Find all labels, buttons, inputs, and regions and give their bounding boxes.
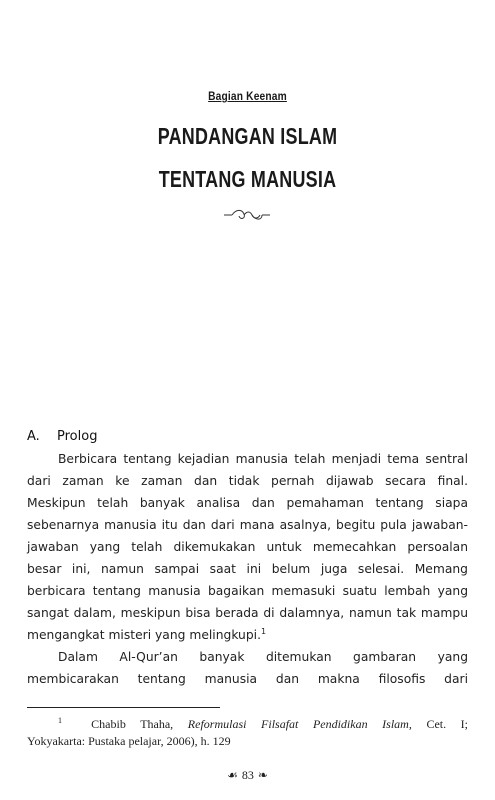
page-number: 83 — [241, 768, 254, 782]
footnote-reference[interactable]: 1 — [260, 626, 267, 636]
part-label: Bagian Keenam — [208, 89, 287, 103]
footnote-author: Chabib Thaha, — [91, 717, 174, 731]
section-title: Prolog — [57, 429, 98, 444]
section-number: A. — [27, 429, 40, 444]
paragraph-line: berbicara tentang manusia bagaikan memasuki suatu lembah yang — [27, 584, 468, 598]
chapter-title-line-1: PANDANGAN ISLAM — [157, 123, 338, 149]
footnote-title: Reformulasi Filsafat Pendidikan Islam, — [187, 717, 412, 731]
paragraph-line: Berbicara tentang kejadian manusia telah menjadi tema sentral — [58, 452, 468, 466]
paragraph-line: sangat dalam, meskipun bisa berada di dalamnya, namun tak mampu — [27, 606, 468, 620]
paragraph-line: jawaban yang telah dikemukakan untuk memecahkan persoalan — [27, 540, 468, 554]
paragraph-line: Dalam Al-Qur’an banyak ditemukan gambaran yang — [58, 650, 468, 664]
footnote-line-2: Yokyakarta: Pustaka pelajar, 2006), h. 129 — [27, 734, 231, 748]
section-heading — [27, 429, 97, 444]
decorative-divider-icon — [0, 206, 495, 224]
paragraph-line: Meskipun telah banyak analisa dan pemahaman tentang siapa — [27, 496, 468, 510]
footnote-mark: 1 — [58, 716, 62, 725]
page-number-footer — [0, 768, 495, 783]
footnote-separator — [27, 707, 220, 708]
paragraph-last-line — [27, 624, 468, 646]
paragraph-line: dari zaman ke zaman dan tidak pernah dijawab secara final. — [27, 474, 468, 488]
paragraph-line: besar ini, namun sampai saat ini belum juga selesai. Memang — [27, 562, 468, 576]
right-ornament-icon: ❧ — [257, 768, 268, 782]
chapter-title-line-2: TENTANG MANUSIA — [158, 166, 337, 192]
paragraph-line: sebenarnya manusia itu dan dari mana asalnya, begitu pula jawaban- — [27, 518, 468, 532]
paragraph-line: membicarakan tentang manusia dan makna filosofis dari — [27, 672, 468, 686]
footnote-edition: Cet. I; — [426, 717, 469, 731]
left-ornament-icon: ☙ — [227, 768, 238, 782]
paragraph-line-text: mengangkat misteri yang melingkupi. — [27, 628, 261, 642]
footnote-line-1 — [58, 716, 468, 732]
